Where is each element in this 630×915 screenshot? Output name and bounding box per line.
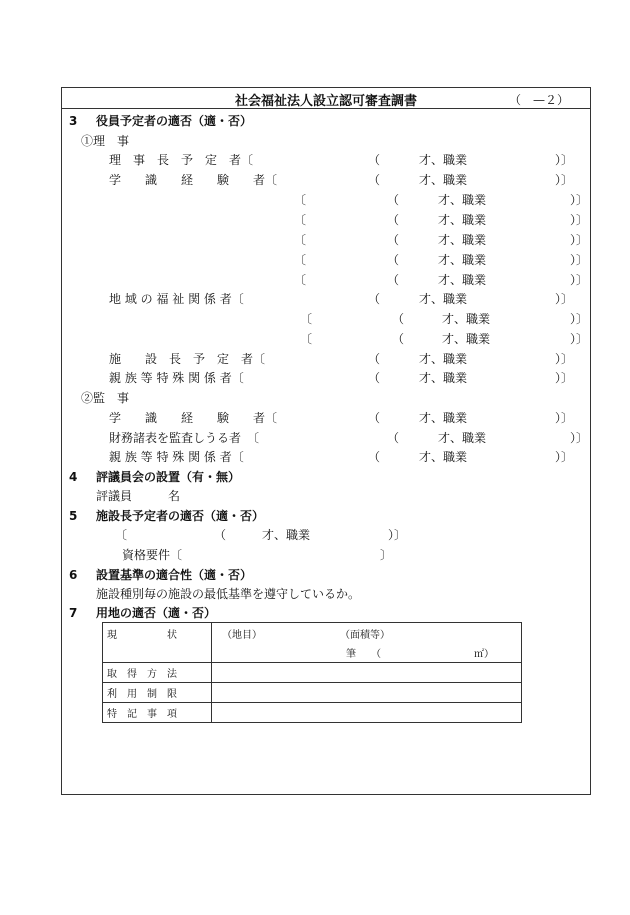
row-close: ）〕	[570, 213, 589, 227]
row-close: ）〕	[570, 312, 589, 326]
section3-sub-directors: ①理 事	[81, 134, 130, 148]
row-bracket: 〔	[294, 253, 307, 267]
acquisition-method-cell[interactable]	[212, 663, 522, 683]
row-paren: （	[387, 213, 400, 227]
row-age: 才、職業	[419, 411, 468, 425]
row-bracket: 〔	[300, 332, 313, 346]
row-bracket: 〔	[294, 233, 307, 247]
title-row	[62, 88, 590, 109]
row-bracket: 〔	[300, 312, 313, 326]
row-paren: （	[368, 292, 381, 306]
row-paren: （	[387, 431, 400, 445]
row-label: 親 族 等 特 殊 関 係 者〔	[109, 450, 244, 464]
row-age: 才、職業	[438, 213, 487, 227]
row-paren: （	[387, 193, 400, 207]
row-age: 才、職業	[438, 233, 487, 247]
row-close: ）〕	[570, 233, 589, 247]
section6-number: 6	[69, 568, 78, 582]
row-label: 親 族 等 特 殊 関 係 者〔	[109, 371, 244, 385]
table-row	[103, 703, 522, 723]
row-close: ）〕	[555, 153, 574, 167]
row-label: 理 事 長 予 定 者〔	[109, 153, 254, 167]
section7-heading: 用地の適否（適・否）	[96, 606, 217, 620]
row-age: 才、職業	[419, 450, 468, 464]
row-age: 才、職業	[419, 173, 468, 187]
row-age: 才、職業	[419, 153, 468, 167]
current-status-cell[interactable]	[212, 623, 522, 663]
director-candidate-open: 〔	[115, 528, 128, 542]
standards-line: 施設種別毎の施設の最低基準を遵守しているか。	[96, 587, 361, 601]
row-paren: （	[368, 173, 381, 187]
row-label: 地 域 の 福 祉 関 係 者〔	[109, 292, 244, 306]
section3-sub-auditors: ②監 事	[81, 391, 130, 405]
row-paren: （	[387, 273, 400, 287]
table-row	[103, 663, 522, 683]
row-age: 才、職業	[419, 292, 468, 306]
form-frame	[61, 87, 591, 795]
usage-restriction-label: 利 用 制 限	[103, 683, 212, 703]
director-candidate-age: 才、職業	[262, 528, 311, 542]
row-paren: （	[387, 233, 400, 247]
acquisition-method-label: 取 得 方 法	[103, 663, 212, 683]
qualification-close: 〕	[380, 548, 393, 562]
row-bracket: 〔	[294, 193, 307, 207]
row-close: ）〕	[570, 431, 589, 445]
section3-number: 3	[69, 114, 78, 128]
row-paren: （	[387, 253, 400, 267]
special-notes-label: 特 記 事 項	[103, 703, 212, 723]
page-number: （ —２）	[509, 93, 570, 107]
row-label: 財務諸表を監査しうる者 〔	[109, 431, 260, 445]
row-paren: （	[368, 352, 381, 366]
table-row	[103, 623, 522, 663]
row-age: 才、職業	[442, 312, 491, 326]
section6-heading: 設置基準の適合性（適・否）	[96, 568, 253, 582]
row-label: 施 設 長 予 定 者〔	[109, 352, 266, 366]
director-candidate-paren: （	[214, 528, 227, 542]
row-paren: （	[368, 450, 381, 464]
current-status-label: 現 状	[103, 623, 212, 663]
row-close: ）〕	[555, 352, 574, 366]
row-close: ）〕	[570, 193, 589, 207]
row-close: ）〕	[570, 253, 589, 267]
row-age: 才、職業	[438, 273, 487, 287]
row-close: ）〕	[570, 332, 589, 346]
special-notes-cell[interactable]	[212, 703, 522, 723]
section7-number: 7	[69, 606, 78, 620]
row-age: 才、職業	[438, 431, 487, 445]
land-category-label: （地目）	[222, 630, 262, 641]
row-close: ）〕	[555, 450, 574, 464]
row-paren: （	[392, 332, 405, 346]
area-label: （面積等）	[340, 630, 390, 641]
row-label: 学 識 経 験 者〔	[109, 411, 278, 425]
section5-heading: 施設長予定者の適否（適・否）	[96, 509, 265, 523]
row-paren: （	[368, 153, 381, 167]
row-bracket: 〔	[294, 213, 307, 227]
row-age: 才、職業	[438, 193, 487, 207]
row-close: ）〕	[555, 371, 574, 385]
document-title: 社会福祉法人設立認可審査調書	[234, 94, 417, 109]
section4-heading: 評議員会の設置（有・無）	[96, 470, 241, 484]
qualification-label: 資格要件〔	[122, 548, 183, 562]
row-paren: （	[368, 371, 381, 385]
row-age: 才、職業	[419, 371, 468, 385]
row-age: 才、職業	[419, 352, 468, 366]
councillor-count-line: 評議員 名	[96, 489, 181, 503]
land-table	[102, 622, 522, 723]
row-age: 才、職業	[438, 253, 487, 267]
section5-number: 5	[69, 509, 78, 523]
row-paren: （	[392, 312, 405, 326]
parcel-label: 筆 （	[346, 649, 381, 660]
section3-heading: 役員予定者の適否（適・否）	[96, 114, 253, 128]
row-close: ）〕	[570, 273, 589, 287]
section4-number: 4	[69, 470, 78, 484]
row-close: ）〕	[555, 411, 574, 425]
row-age: 才、職業	[442, 332, 491, 346]
director-candidate-close: ）〕	[388, 528, 407, 542]
usage-restriction-cell[interactable]	[212, 683, 522, 703]
sqm-label: ㎡）	[474, 649, 494, 660]
table-row	[103, 683, 522, 703]
row-bracket: 〔	[294, 273, 307, 287]
row-label: 学 識 経 験 者〔	[109, 173, 278, 187]
row-close: ）〕	[555, 173, 574, 187]
row-close: ）〕	[555, 292, 574, 306]
row-paren: （	[368, 411, 381, 425]
